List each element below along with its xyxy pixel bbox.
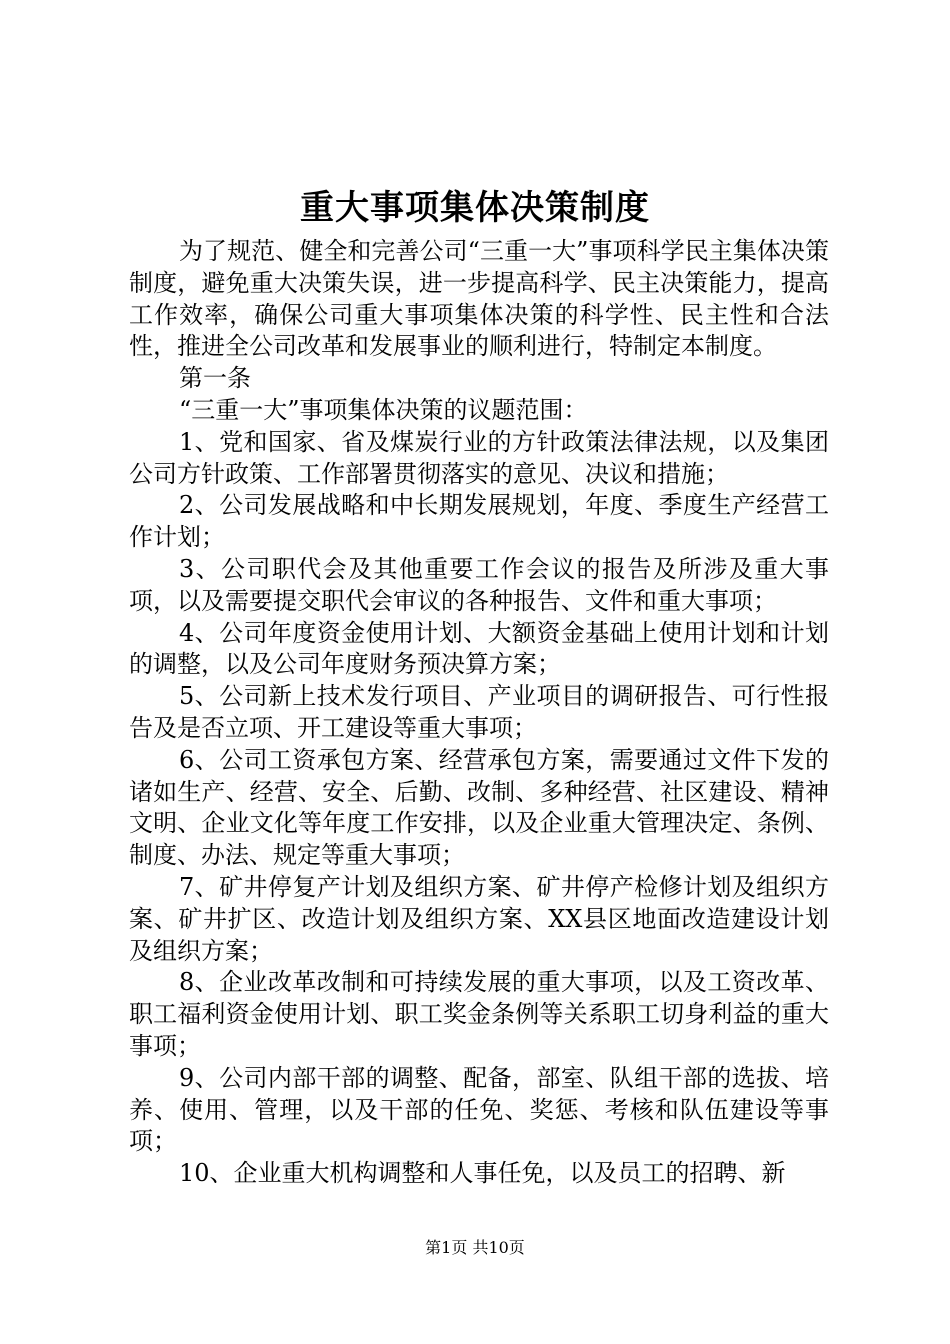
scope-item: 8、企业改革改制和可持续发展的重大事项，以及工资改革、职工福利资金使用计划、职工奖金条例等关系职工切身利益的重大事项； (129, 968, 829, 1060)
document-title: 重大事项集体决策制度 (300, 188, 650, 228)
scope-item: 5、公司新上技术发行项目、产业项目的调研报告、可行性报告及是否立项、开工建设等重大事项； (129, 682, 829, 742)
scope-item: 6、公司工资承包方案、经营承包方案，需要通过文件下发的诸如生产、经营、安全、后勤、改制、多种经营、社区建设、精神文明、企业文化等年度工作安排，以及企业重大管理决定、条例、制度、办法、规定等重大事项； (129, 745, 829, 870)
scope-item: 3、公司职代会及其他重要工作会议的报告及所涉及重大事项，以及需要提交职代会审议的各种报告、文件和重大事项； (129, 554, 829, 615)
scope-item: 7、矿井停复产计划及组织方案、矿井停产检修计划及组织方案、矿井扩区、改造计划及组织方案、XX县区地面改造建设计划及组织方案； (129, 872, 829, 965)
scope-heading: “三重一大”事项集体决策的议题范围： (179, 395, 588, 424)
scope-item: 10、企业重大机构调整和人事任免，以及员工的招聘、新 (179, 1159, 786, 1188)
scope-item: 1、党和国家、省及煤炭行业的方针政策法律法规，以及集团公司方针政策、工作部署贯彻落实的意见、决议和措施； (129, 427, 829, 488)
page-footer: 第1页 共10页 (425, 1238, 525, 1257)
article-heading: 第一条 (179, 364, 251, 393)
scope-item: 4、公司年度资金使用计划、大额资金基础上使用计划和计划的调整，以及公司年度财务预决算方案； (129, 618, 829, 679)
intro-paragraph: 为了规范、健全和完善公司“三重一大”事项科学民主集体决策制度，避免重大决策失误，进一步提高科学、民主决策能力，提高工作效率，确保公司重大事项集体决策的科学性、民主性和合法性，推进全公司改革和发展事业的顺利进行，特制定本制度。 (129, 237, 829, 361)
scope-item: 9、公司内部干部的调整、配备，部室、队组干部的选拔、培养、使用、管理，以及干部的任免、奖惩、考核和队伍建设等事项； (129, 1063, 829, 1156)
document-body (129, 236, 829, 1190)
scope-item: 2、公司发展战略和中长期发展规划，年度、季度生产经营工作计划； (129, 491, 829, 552)
